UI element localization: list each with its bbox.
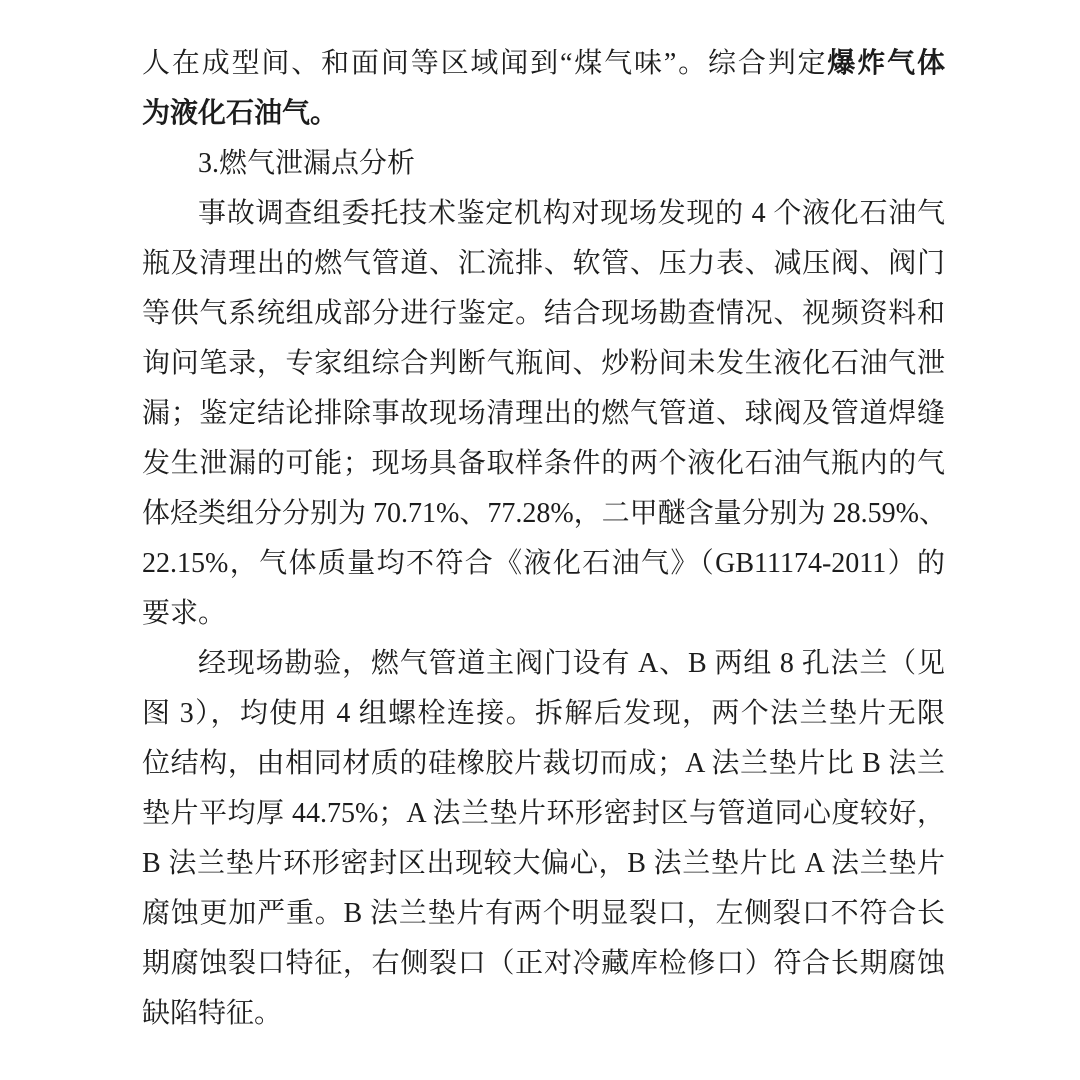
document-text-block (142, 39, 945, 1039)
text-line (142, 239, 945, 289)
text-line (142, 389, 945, 439)
text-segment: 发生泄漏的可能；现场具备取样条件的两个液化石油气瓶内的气 (142, 448, 945, 479)
text-line (142, 489, 945, 539)
text-segment: 询问笔录，专家组综合判断气瓶间、炒粉间未发生液化石油气泄 (142, 348, 945, 379)
text-line (142, 139, 945, 189)
text-segment: 漏；鉴定结论排除事故现场清理出的燃气管道、球阀及管道焊缝 (142, 398, 945, 429)
text-line (142, 889, 945, 939)
text-line (142, 689, 945, 739)
text-line (142, 739, 945, 789)
text-segment: 腐蚀更加严重。B 法兰垫片有两个明显裂口，左侧裂口不符合长 (142, 898, 945, 929)
text-segment: 事故调查组委托技术鉴定机构对现场发现的 4 个液化石油气 (198, 198, 945, 229)
text-line (142, 539, 945, 589)
text-segment: B 法兰垫片环形密封区出现较大偏心，B 法兰垫片比 A 法兰垫片 (142, 848, 945, 879)
text-segment: 体烃类组分分别为 70.71%、77.28%，二甲醚含量分别为 28.59%、 (142, 498, 947, 529)
bold-text-segment: 为液化石油气。 (142, 98, 339, 129)
text-line (142, 589, 945, 639)
text-line (142, 939, 945, 989)
text-segment: 22.15%，气体质量均不符合《液化石油气》（GB11174-2011）的 (142, 548, 945, 579)
text-segment: 3.燃气泄漏点分析 (198, 148, 416, 179)
text-segment: 要求。 (142, 598, 227, 629)
text-segment: 经现场勘验，燃气管道主阀门设有 A、B 两组 8 孔法兰（见 (198, 648, 945, 679)
text-line (142, 89, 945, 139)
text-segment: 缺陷特征。 (142, 998, 283, 1029)
text-segment: 等供气系统组成部分进行鉴定。结合现场勘查情况、视频资料和 (142, 298, 945, 329)
text-segment: 图 3），均使用 4 组螺栓连接。拆解后发现，两个法兰垫片无限 (142, 698, 945, 729)
text-segment: 垫片平均厚 44.75%；A 法兰垫片环形密封区与管道同心度较好， (142, 798, 945, 829)
text-line (142, 439, 945, 489)
text-segment: 位结构，由相同材质的硅橡胶片裁切而成；A 法兰垫片比 B 法兰 (142, 748, 945, 779)
text-line (142, 189, 945, 239)
text-line (142, 789, 945, 839)
text-line (142, 39, 945, 89)
text-line (142, 639, 945, 689)
bold-text-segment: 爆炸气体 (827, 48, 945, 79)
text-line (142, 839, 945, 889)
text-line (142, 989, 945, 1039)
text-segment: 人在成型间、和面间等区域闻到“煤气味”。综合判定 (142, 48, 828, 79)
text-segment: 期腐蚀裂口特征，右侧裂口（正对冷藏库检修口）符合长期腐蚀 (142, 948, 945, 979)
text-line (142, 339, 945, 389)
text-segment: 瓶及清理出的燃气管道、汇流排、软管、压力表、减压阀、阀门 (142, 248, 945, 279)
text-line (142, 289, 945, 339)
